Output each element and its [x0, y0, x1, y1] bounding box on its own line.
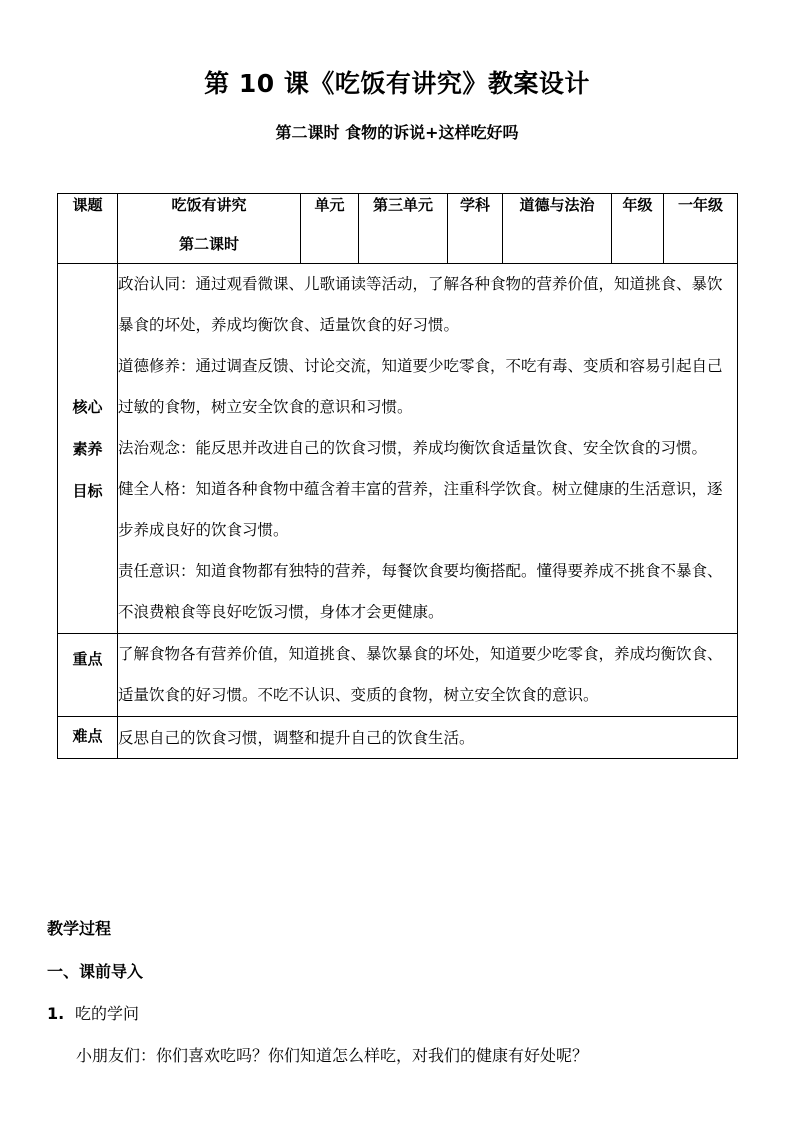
- goals-label-line: 目标: [72, 481, 103, 500]
- goal-item: 政治认同：通过观看微课、儿歌诵读等活动，了解各种食物的营养价值，知道挑食、暴饮暴食的坏处，养成均衡饮食、适量饮食的好习惯。: [118, 275, 723, 334]
- unit-label: 单元: [301, 194, 359, 264]
- topic-value-line1: 吃饭有讲究: [171, 196, 247, 214]
- process-heading: 教学过程: [47, 919, 112, 938]
- goals-label-line: 核心: [72, 397, 103, 416]
- topic-label: 课题: [58, 194, 118, 264]
- goals-label: [58, 264, 118, 634]
- subject-label: 学科: [448, 194, 503, 264]
- item-title: 吃的学问: [75, 1004, 140, 1023]
- difficulties-text: 反思自己的饮食习惯，调整和提升自己的饮食生活。: [118, 717, 738, 759]
- numbered-item: [47, 1001, 139, 1024]
- goals-row: [58, 264, 738, 634]
- item-number: 1.: [47, 1004, 65, 1023]
- section-heading: 一、课前导入: [47, 962, 144, 981]
- goal-item: 法治观念：能反思并改进自己的饮食习惯，养成均衡饮食适量饮食、安全饮食的习惯。: [118, 439, 708, 457]
- subject-value: 道德与法治: [503, 194, 612, 264]
- grade-value: 一年级: [664, 194, 738, 264]
- goal-item: 健全人格：知道各种食物中蕴含着丰富的营养，注重科学饮食。树立健康的生活意识，逐步养成良好的饮食习惯。: [118, 480, 723, 539]
- document-title: 第 10 课《吃饭有讲究》教案设计: [204, 69, 590, 98]
- lesson-plan-table: [57, 193, 738, 759]
- difficulties-row: [58, 717, 738, 759]
- topic-value: [118, 194, 301, 264]
- goals-content: [118, 264, 738, 634]
- topic-value-line2: 第二课时: [178, 235, 239, 253]
- goals-label-line: 素养: [72, 439, 103, 458]
- key-points-row: [58, 634, 738, 717]
- goal-item: 道德修养：通过调查反馈、讨论交流，知道要少吃零食，不吃有毒、变质和容易引起自己过敏的食物，树立安全饮食的意识和习惯。: [118, 357, 723, 416]
- difficulties-label: 难点: [58, 717, 118, 759]
- header-row: [58, 194, 738, 264]
- key-points-label: 重点: [58, 634, 118, 717]
- unit-value: 第三单元: [359, 194, 448, 264]
- goal-item: 责任意识：知道食物都有独特的营养，每餐饮食要均衡搭配。懂得要养成不挑食不暴食、不浪费粮食等良好吃饭习惯，身体才会更健康。: [118, 562, 723, 621]
- key-points-text: 了解食物各有营养价值，知道挑食、暴饮暴食的坏处，知道要少吃零食，养成均衡饮食、适量饮食的好习惯。不吃不认识、变质的食物，树立安全饮食的意识。: [118, 634, 738, 717]
- grade-label: 年级: [612, 194, 664, 264]
- document-subtitle: 第二课时 食物的诉说+这样吃好吗: [275, 123, 519, 142]
- paragraph: 小朋友们：你们喜欢吃吗？你们知道怎么样吃，对我们的健康有好处呢？: [76, 1046, 589, 1065]
